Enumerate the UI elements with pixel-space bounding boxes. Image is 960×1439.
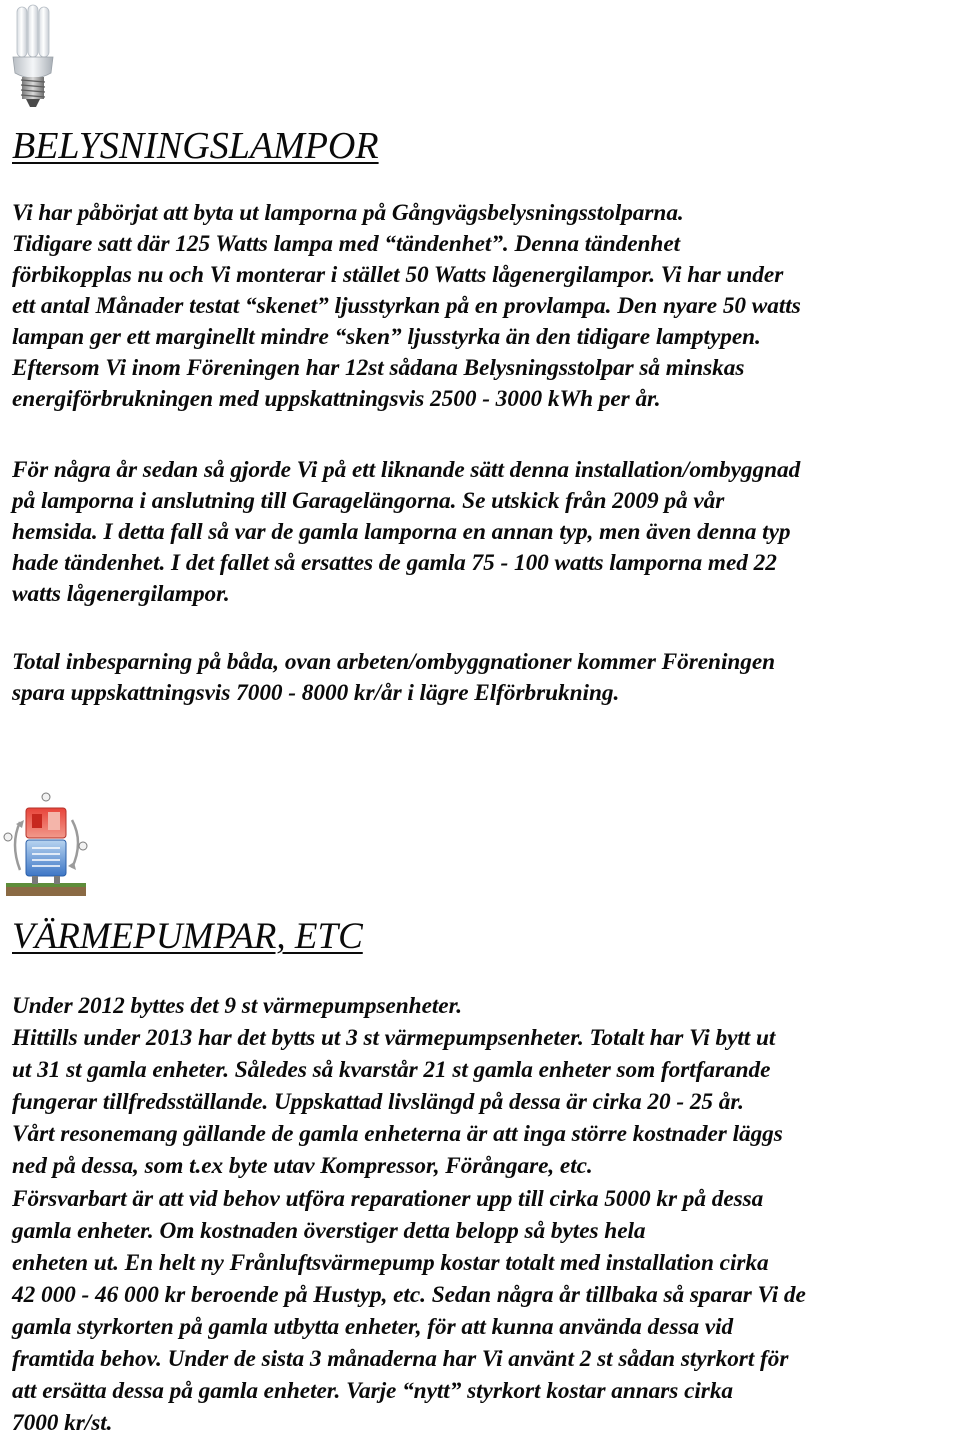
text-line: på lamporna i anslutning till Garagelängorna. Se utskick från 2009 på vår bbox=[12, 488, 725, 514]
text-line: framtida behov. Under de sista 3 månaderna har Vi använt 2 st sådan styrkort för bbox=[12, 1346, 789, 1373]
text-line: 7000 kr/st. bbox=[12, 1410, 113, 1437]
text-line: fungerar tillfredsställande. Uppskattad livslängd på dessa är cirka 20 - 25 år. bbox=[12, 1089, 744, 1116]
text-line: spara uppskattningsvis 7000 - 8000 kr/år i lägre Elförbrukning. bbox=[12, 680, 620, 706]
text-line: För några år sedan så gjorde Vi på ett liknande sätt denna installation/ombyggnad bbox=[12, 457, 801, 483]
text-line: energiförbrukningen med uppskattningsvis 2500 - 3000 kWh per år. bbox=[12, 386, 661, 412]
text-line: lampan ger ett marginellt mindre “sken” ljusstyrka än den tidigare lamptypen. bbox=[12, 324, 761, 350]
text-line: gamla styrkorten på gamla utbytta enheter, för att kunna använda dessa vid bbox=[12, 1313, 734, 1340]
text-line: watts lågenergilampor. bbox=[12, 581, 230, 607]
paragraph-garage-lamps bbox=[12, 455, 800, 610]
section-heading-varmepumpar: VÄRMEPUMPAR, ETC bbox=[12, 916, 363, 957]
text-line: gamla enheter. Om kostnaden överstiger detta belopp så bytes hela bbox=[12, 1217, 646, 1244]
paragraph-heat-pumps bbox=[12, 990, 806, 1439]
text-line: att ersätta dessa på gamla enheter. Varje “nytt” styrkort kostar annars cirka bbox=[12, 1378, 734, 1405]
text-line: hemsida. I detta fall så var de gamla lamporna en annan typ, men även denna typ bbox=[12, 519, 791, 545]
text-line: Hittills under 2013 har det bytts ut 3 st värmepumpsenheter. Totalt har Vi bytt ut bbox=[12, 1025, 776, 1052]
section-heading-belysningslampor: BELYSNINGSLAMPOR bbox=[12, 125, 379, 167]
text-line: ned på dessa, som t.ex byte utav Kompressor, Förångare, etc. bbox=[12, 1153, 593, 1180]
text-line: Vårt resonemang gällande de gamla enheterna är att inga större kostnader läggs bbox=[12, 1121, 783, 1148]
paragraph-lamp-replacement bbox=[12, 198, 801, 415]
text-line: enheten ut. En helt ny Frånluftsvärmepump kostar totalt med installation cirka bbox=[12, 1249, 769, 1276]
text-line: Försvarbart är att vid behov utföra reparationer upp till cirka 5000 kr på dessa bbox=[12, 1185, 764, 1212]
text-line: 42 000 - 46 000 kr beroende på Hustyp, etc. Sedan några år tillbaka så sparar Vi de bbox=[12, 1281, 806, 1308]
text-line: Under 2012 byttes det 9 st värmepumpsenheter. bbox=[12, 993, 463, 1019]
text-line: Eftersom Vi inom Föreningen har 12st sådana Belysningsstolpar så minskas bbox=[12, 355, 745, 381]
paragraph-total-savings bbox=[12, 647, 775, 709]
text-line: förbikopplas nu och Vi monterar i stället 50 Watts lågenergilampor. Vi har under bbox=[12, 262, 784, 288]
text-line: Vi har påbörjat att byta ut lamporna på Gångvägsbelysningsstolparna. bbox=[12, 200, 684, 226]
text-line: ett antal Månader testat “skenet” ljusstyrkan på en provlampa. Den nyare 50 watts bbox=[12, 293, 801, 319]
text-line: Tidigare satt där 125 Watts lampa med “tändenhet”. Denna tändenhet bbox=[12, 231, 681, 257]
text-line: ut 31 st gamla enheter. Således så kvarstår 21 st gamla enheter som fortfarande bbox=[12, 1057, 771, 1084]
cfl-bulb-icon bbox=[5, 3, 61, 111]
heat-pump-diagram-icon bbox=[2, 790, 92, 902]
text-line: hade tändenhet. I det fallet så ersattes de gamla 75 - 100 watts lamporna med 22 bbox=[12, 550, 777, 576]
text-line: Total inbesparning på båda, ovan arbeten/ombyggnationer kommer Föreningen bbox=[12, 649, 776, 675]
